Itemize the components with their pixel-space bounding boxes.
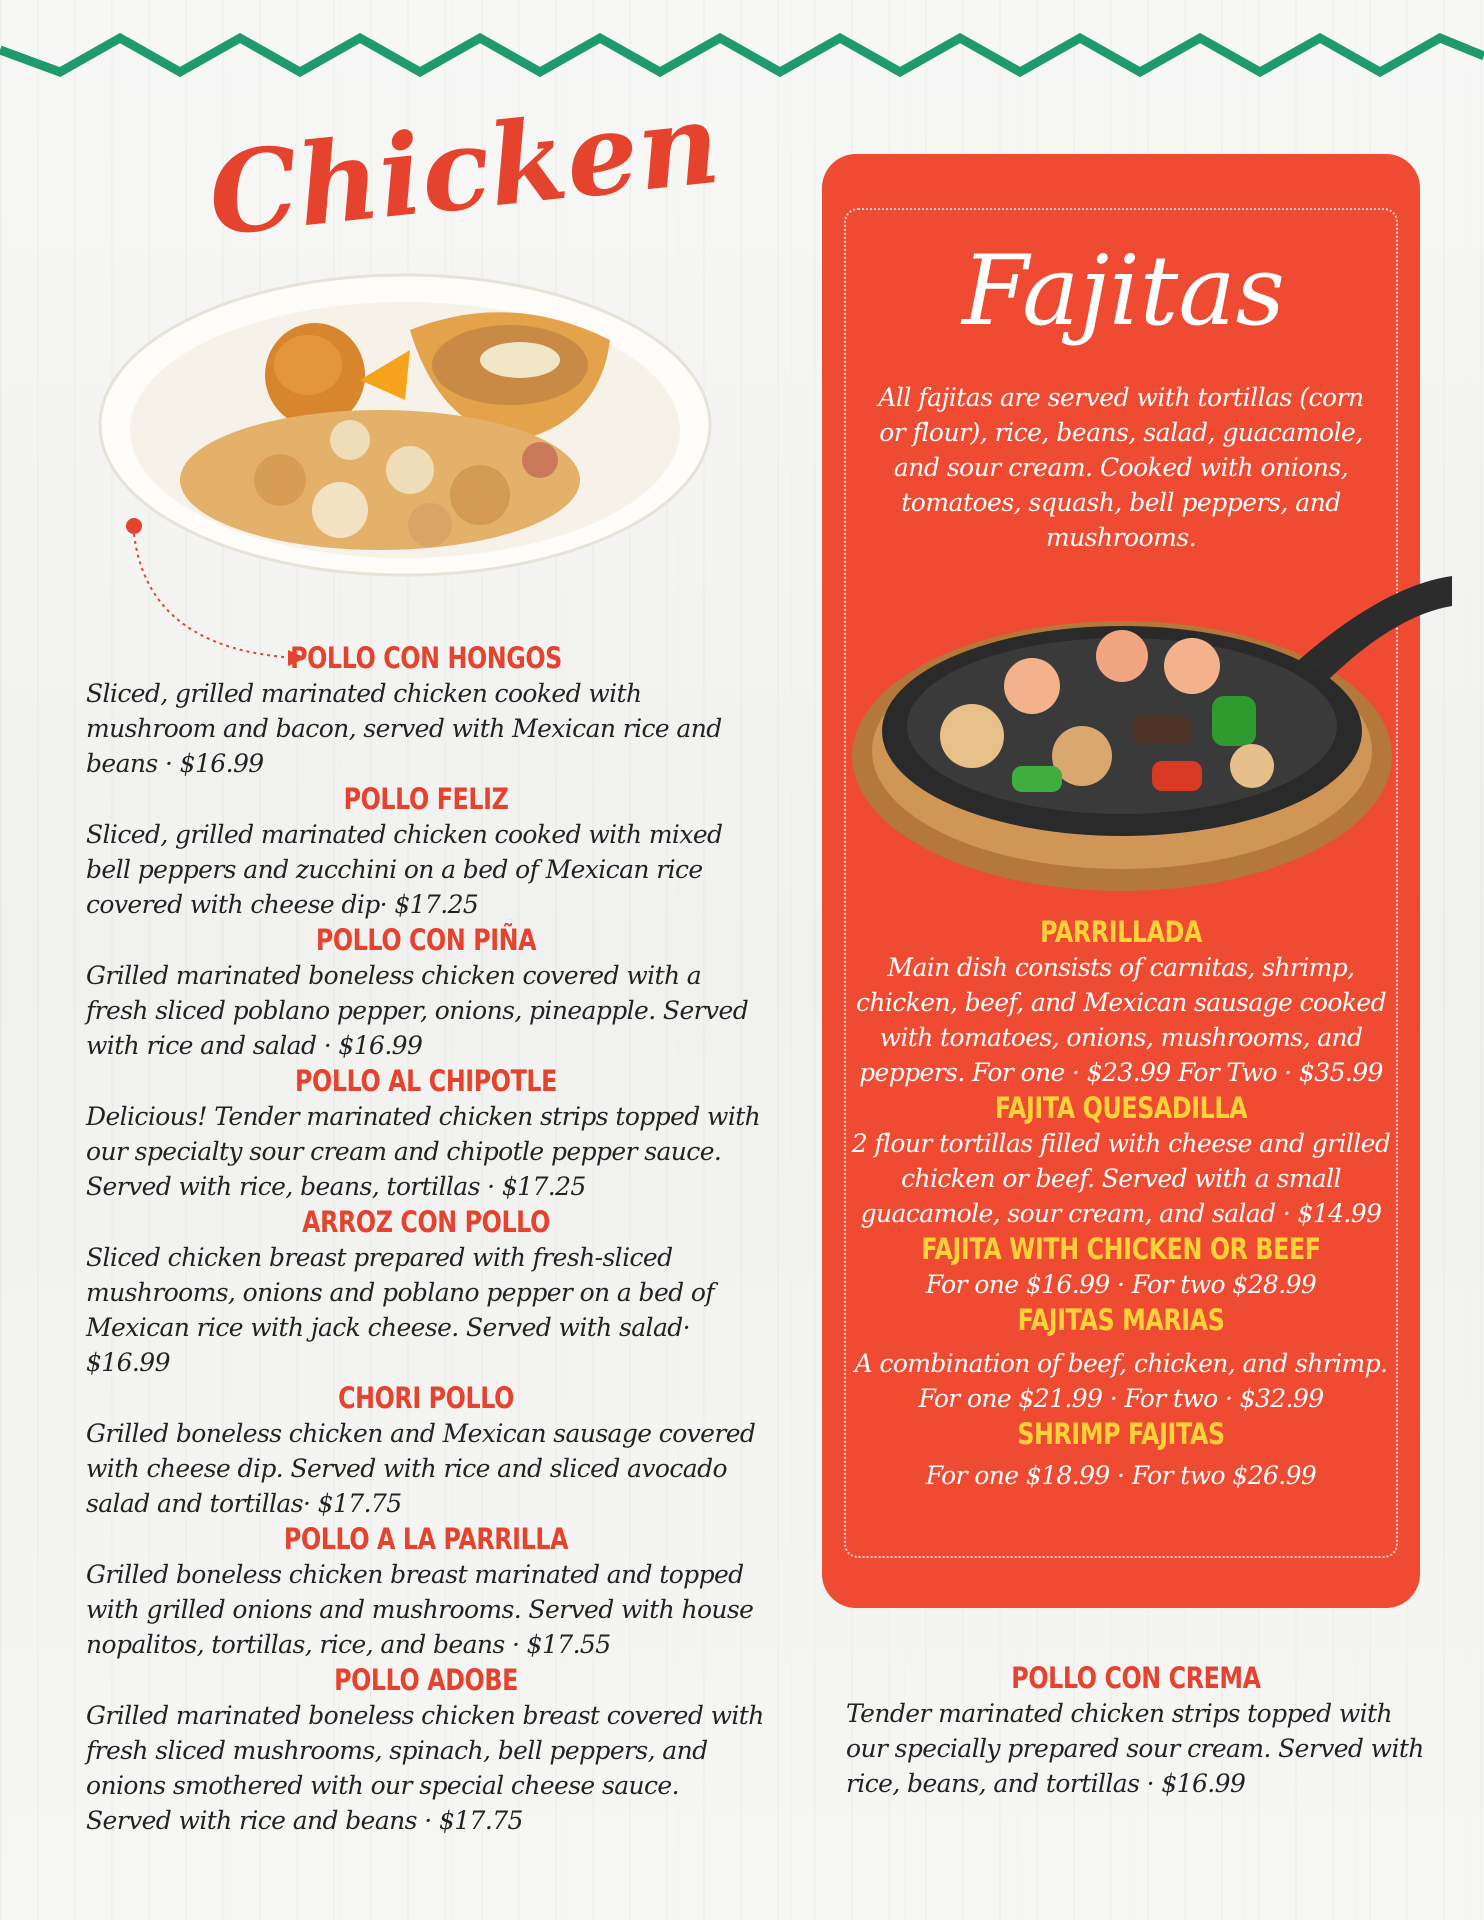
- svg-text:Chicken: Chicken: [202, 77, 726, 262]
- svg-text:Fajitas: Fajitas: [962, 235, 1285, 347]
- item-description: Sliced, grilled marinated chicken cooked with mushroom and bacon, served with Mexican rice and beans · $16.99: [86, 679, 722, 778]
- fajita-skillet-photo: [852, 566, 1452, 896]
- menu-item: [86, 1063, 766, 1204]
- chicken-items-list: [86, 640, 766, 1838]
- item-name: POLLO AL CHIPOTLE: [295, 1064, 557, 1098]
- fajitas-intro: All fajitas are served with tortillas (corn or flour), rice, beans, salad, guacamole, and sour cream. Cooked with onions, tomatoes, squash, bell peppers, and mushrooms.: [878, 383, 1364, 552]
- item-name: SHRIMP FAJITAS: [1017, 1417, 1225, 1451]
- menu-item: [842, 1416, 1400, 1493]
- item-description: A combination of beef, chicken, and shrimp. For one $21.99 · For two · $32.99: [854, 1349, 1388, 1413]
- item-description: Grilled marinated boneless chicken breast covered with fresh sliced mushrooms, spinach, bell peppers, and onions smothered with our special cheese sauce. Served with rice and beans · $17.75: [86, 1701, 764, 1835]
- item-description: Delicious! Tender marinated chicken strips topped with our specialty sour cream and chipotle pepper sauce. Served with rice, beans, tortillas · $17.25: [86, 1102, 761, 1201]
- item-name: FAJITA QUESADILLA: [994, 1091, 1248, 1125]
- item-name: POLLO CON CREMA: [1011, 1661, 1261, 1695]
- extra-chicken-item: [846, 1660, 1426, 1801]
- item-description: Sliced, grilled marinated chicken cooked with mixed bell peppers and zucchini on a bed of Mexican rice covered with cheese dip· $17.25: [86, 820, 723, 919]
- fajitas-items-list: [842, 914, 1400, 1493]
- item-description: Main dish consists of carnitas, shrimp, chicken, beef, and Mexican sausage cooked with tomatoes, onions, mushrooms, and peppers. For one · $23.99 For Two · $35.99: [855, 953, 1387, 1087]
- item-name: CHORI POLLO: [338, 1381, 514, 1415]
- fajitas-panel: [822, 154, 1420, 1608]
- menu-item: [842, 1090, 1400, 1231]
- item-description: Tender marinated chicken strips topped with our specially prepared sour cream. Served with rice, beans, and tortillas · $16.99: [846, 1699, 1424, 1798]
- item-description: Sliced chicken breast prepared with fresh-sliced mushrooms, onions and poblano pepper on a bed of Mexican rice with jack cheese. Served with salad· $16.99: [86, 1243, 715, 1377]
- menu-item: [86, 1204, 766, 1380]
- zigzag-border: [0, 20, 1484, 80]
- item-name: POLLO FELIZ: [343, 782, 509, 816]
- item-description: For one $18.99 · For two $26.99: [925, 1461, 1317, 1490]
- item-description: Grilled boneless chicken and Mexican sausage covered with cheese dip. Served with rice and sliced avocado salad and tortillas· $17.75: [86, 1419, 756, 1518]
- menu-item: [842, 1302, 1400, 1416]
- item-description: Grilled marinated boneless chicken covered with a fresh sliced poblano pepper, onions, pineapple. Served with rice and salad · $16.99: [86, 961, 749, 1060]
- item-description: For one $16.99 · For two $28.99: [925, 1270, 1317, 1299]
- item-name: POLLO CON PIÑA: [315, 923, 537, 957]
- item-name: ARROZ CON POLLO: [302, 1205, 550, 1239]
- chicken-heading: [200, 77, 726, 262]
- item-description: Grilled boneless chicken breast marinated and topped with grilled onions and mushrooms. Served with house nopalitos, tortillas, rice, and beans · $17.55: [86, 1560, 754, 1659]
- item-name: FAJITAS MARIAS: [1017, 1303, 1225, 1337]
- menu-item: [86, 1380, 766, 1521]
- menu-item: [86, 781, 766, 922]
- menu-item: [86, 640, 766, 781]
- menu-item: [86, 922, 766, 1063]
- menu-item: [86, 1521, 766, 1662]
- item-name: POLLO A LA PARRILLA: [283, 1522, 569, 1556]
- item-name: PARRILLADA: [1040, 915, 1202, 949]
- item-name: POLLO CON HONGOS: [290, 641, 562, 675]
- item-name: FAJITA WITH CHICKEN OR BEEF: [921, 1232, 1321, 1266]
- item-description: 2 flour tortillas filled with cheese and grilled chicken or beef. Served with a small guacamole, sour cream, and salad · $14.99: [851, 1129, 1391, 1228]
- menu-item: [86, 1662, 766, 1838]
- fajitas-heading: [942, 214, 1302, 364]
- menu-item: [842, 914, 1400, 1090]
- item-name: POLLO ADOBE: [334, 1663, 518, 1697]
- menu-item: [842, 1231, 1400, 1302]
